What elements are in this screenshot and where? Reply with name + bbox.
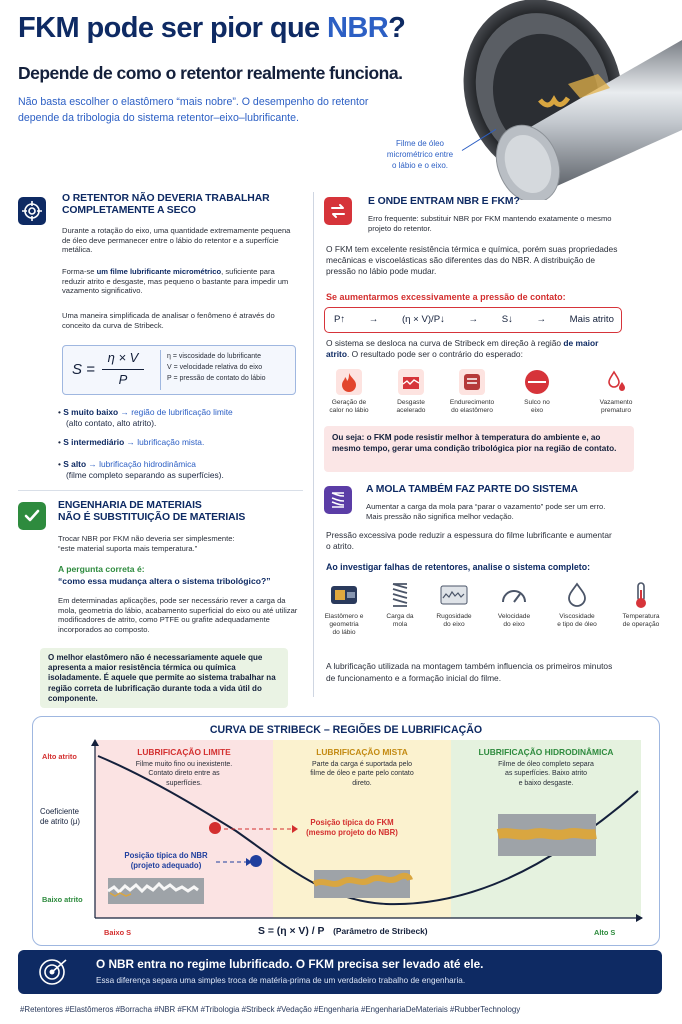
consequence-wear-label: Desgaste acelerado: [396, 399, 426, 414]
seal-shaft-illustration: [448, 0, 682, 200]
y-label-high: Alto atrito: [42, 752, 77, 761]
factor-elastomer: [316, 580, 372, 637]
spring-p2: Pressão excessiva pode reduzir a espessura do filme lubrificante e aumentar o atrito.: [326, 530, 612, 551]
zone-hydro-text: Filme de óleo completo separa as superfícies. Baixo atrito e baixo desgaste.: [498, 761, 594, 787]
smooth-surface-hydro: [498, 814, 596, 856]
consequence-hardening-label: Endurecimento do elastômero: [449, 399, 495, 414]
stribeck-chart-title: CURVA DE STRIBECK – REGIÕES DE LUBRIFICAÇÃO: [209, 724, 483, 736]
intro-line-1: Não basta escolher o elastômero “mais nobre”. O desempenho do retentor: [18, 96, 369, 108]
target-icon-box: [18, 197, 46, 225]
fkm-position-label: Posição típica do FKM (mesmo projeto do NBR): [306, 818, 398, 837]
check-icon: [23, 507, 41, 525]
consequence-wear: [384, 368, 438, 415]
footer-line-2: Essa diferença separa uma simples troca de matéria-prima de um verdadeiro trabalho de engenharia.: [96, 976, 466, 985]
x-label-low: Baixo S: [104, 928, 132, 937]
chain-arrow-2: →: [468, 314, 479, 325]
pressure-warning: Se aumentarmos excessivamente a pressão de contato:: [326, 292, 566, 302]
investigate-label: Ao investigar falhas de retentores, analise o sistema completo:: [326, 562, 590, 572]
formula-denominator: P: [118, 372, 128, 387]
consequence-leak: [586, 368, 646, 415]
rough-surface-mixed: [314, 870, 410, 898]
thermometer-icon: [626, 580, 656, 610]
zone-hydro-title: LUBRIFICAÇÃO HIDRODINÂMICA: [478, 747, 614, 757]
title-q: ?: [388, 12, 406, 44]
bullet-s-low-val: → região de lubrificação limite: [118, 407, 233, 417]
bullet-s-high-note: (filme completo separando as superfícies).: [66, 469, 224, 480]
y-label-low: Baixo atrito: [42, 895, 83, 904]
nbr-position-label: Posição típica do NBR (projeto adequado): [124, 851, 208, 870]
chain-ratio: (η × V)/P↓: [401, 314, 445, 325]
factor-spring: [376, 580, 424, 629]
section-seal-dry-title: O RETENTOR NÃO DEVERIA TRABALHAR COMPLETAMENTE A SECO: [62, 193, 270, 216]
factor-temperature-label: Temperatura de operação: [622, 613, 660, 628]
materials-ask-label: A pergunta correta é:: [58, 564, 145, 574]
factor-elastomer-label: Elastômero e geometria do lábio: [324, 613, 364, 636]
formula-bar: [102, 369, 144, 370]
materials-ask-question: “como essa mudança altera o sistema tribológico?”: [58, 576, 271, 586]
x-label-high: Alto S: [594, 928, 616, 937]
nbr-point: [250, 855, 262, 867]
formula-numerator: η × V: [107, 350, 139, 365]
pressure-chain: [334, 314, 614, 325]
title-fkm: FKM: [18, 12, 80, 44]
materials-p1: Trocar NBR por FKM não deveria ser simplesmente:: [58, 534, 235, 543]
footer-line-1: O NBR entra no regime lubrificado. O FKM precisa ser levado até ele.: [96, 957, 484, 971]
chain-friction: Mais atrito: [569, 314, 614, 325]
x-axis-formula: S = (η × V) / P: [258, 926, 325, 937]
groove-icon: [523, 368, 551, 396]
chain-p-up: P↑: [334, 314, 346, 325]
oil-drop-icon: [562, 580, 592, 610]
bullet-s-mid-val: → lubrificação mista.: [124, 437, 205, 447]
bullet-s-high-key: S alto: [63, 459, 87, 469]
spring-p3: A lubrificação utilizada na montagem também influencia os primeiros minutos de funcionamento e a formação inicial do filme.: [326, 661, 613, 683]
consequence-groove: [510, 368, 564, 415]
bullet-s-low-note: (alto contato, alto atrito).: [66, 417, 157, 428]
drops-icon: [602, 368, 630, 396]
zone-mixed-text: Parte da carga é suportada pelo filme de óleo e parte pelo contato direto.: [310, 761, 414, 787]
section-seal-dry-p3: Uma maneira simplificada de analisar o fenômeno é através do conceito da curva de Stribeck.: [62, 311, 275, 330]
formula-divider: [160, 350, 161, 390]
p2-start: Forma-se: [62, 267, 97, 276]
consequence-heat: [322, 368, 376, 415]
check-icon-box: [18, 502, 46, 530]
roughness-icon: [439, 580, 469, 610]
consequence-hardening: [440, 368, 504, 415]
consequence-leak-label: Vazamento prematuro: [599, 399, 633, 414]
title-mid: pode ser pior que: [79, 12, 328, 44]
section-materials-title: ENGENHARIA DE MATERIAIS NÃO É SUBSTITUIÇÃO DE MATERIAIS: [58, 500, 246, 523]
zone-boundary-title: LUBRIFICAÇÃO LIMITE: [137, 747, 231, 757]
materials-p2: Em determinadas aplicações, pode ser necessário rever a carga da mola, geometria do lábio, acabamento superficial do eixo ou até utilizar modificadores de atrito, como PTFE ou grafite adequadamente incorporados ao composto.: [58, 596, 298, 634]
formula-s: S =: [72, 361, 95, 378]
p3-start: O sistema se desloca na curva de Stribeck em direção à região: [326, 338, 564, 348]
page-subtitle: Depende de como o retentor realmente funciona.: [18, 63, 403, 83]
consequence-heat-label: Geração de calor no lábio: [329, 399, 369, 414]
p2-end: , suficiente para reduzir atrito e desgaste, mas pequeno o bastante para impedir um vazamento significativo.: [62, 267, 289, 296]
bullet-s-low: • S muito baixo → região de lubrificação limite (alto contato, alto atrito).: [58, 407, 233, 428]
formula-legend-v: V = velocidade relativa do eixo: [167, 364, 263, 371]
x-axis-name: (Parâmetro de Stribeck): [333, 926, 428, 936]
fkm-point: [209, 822, 221, 834]
bullet-s-mid: • S intermediário → lubrificação mista.: [58, 437, 205, 447]
factor-spring-label: Carga da mola: [386, 613, 414, 628]
section-seal-dry-p2: [62, 267, 298, 296]
seal-lip-icon: [329, 580, 359, 610]
bullet-s-high: • S alto → lubrificação hidrodinâmica (filme completo separando as superfícies).: [58, 459, 224, 480]
swap-icon-box: [324, 197, 352, 225]
film-callout: Filme de óleo micrométrico entre o lábio e o eixo.: [386, 139, 454, 170]
factor-speed: [486, 580, 542, 629]
chain-s-down: S↓: [501, 314, 513, 325]
spring-icon-box: [324, 486, 352, 514]
flame-icon: [335, 368, 363, 396]
bullet-s-mid-key: S intermediário: [63, 437, 125, 447]
section-nbr-fkm-title: E ONDE ENTRAM NBR E FKM?: [368, 196, 520, 207]
bullet-s-low-key: S muito baixo: [63, 407, 119, 417]
materials-highlight-text: O melhor elastômero não é necessariamente aquele que apresenta a maior resistência térmica ou química isoladamente. É aquele que permite ao sistema trabalhar na região correta de lubrificação durante toda a vida útil do componente.: [48, 653, 276, 703]
page-title: [18, 12, 405, 45]
section-seal-dry-p1: Durante a rotação do eixo, uma quantidade extremamente pequena de óleo deve permanecer entre o lábio do retentor e a superfície metálica.: [62, 226, 291, 255]
p3-end: . O resultado pode ser o contrário do esperado:: [346, 349, 523, 359]
fkm-conclusion-text: Ou seja: o FKM pode resistir melhor à temperatura do ambiente e, ao mesmo tempo, gerar uma condição tribológica pior na região de contato.: [332, 433, 617, 453]
factor-viscosity-label: Viscosidade e tipo de óleo: [557, 613, 597, 628]
factor-roughness-label: Rugosidade do eixo: [436, 613, 472, 628]
nbr-fkm-p3: [326, 338, 622, 360]
spring-icon: [329, 490, 347, 510]
wear-icon: [397, 368, 425, 396]
title-nbr: NBR: [327, 12, 389, 44]
chain-arrow-3: →: [536, 314, 547, 325]
y-axis-arrow: [91, 739, 99, 746]
column-divider: [313, 192, 314, 697]
factor-temperature: [610, 580, 672, 629]
p3-highlight: de maior atrito: [326, 338, 599, 359]
formula-legend-eta: η = viscosidade do lubrificante: [167, 353, 261, 360]
x-label-axis: [258, 926, 428, 937]
spring-p1: Aumentar a carga da mola para “parar o vazamento” pode ser um erro. Mais pressão não significa melhor vedação.: [366, 502, 606, 521]
target-icon: [22, 201, 42, 221]
rough-surface-boundary: [108, 878, 204, 904]
target-dart-icon: [36, 956, 70, 988]
swap-arrows-icon: [328, 201, 348, 221]
y-label-axis: Coeficiente de atrito (μ): [40, 807, 81, 826]
zone-mixed-title: LUBRIFICAÇÃO MISTA: [316, 747, 408, 757]
left-hr: [18, 490, 303, 491]
formula-legend-p: P = pressão de contato do lábio: [167, 375, 266, 382]
intro-line-2: depende da tribologia do sistema retentor–eixo–lubrificante.: [18, 112, 299, 124]
coil-spring-icon: [385, 580, 415, 610]
zone-boundary-text: Filme muito fino ou inexistente. Contato direto entre as superfícies.: [135, 761, 233, 787]
nbr-fkm-p2: O FKM tem excelente resistência térmica e química, porém suas propriedades mecânicas e viscoelásticas são diferentes das do NBR. A distribuição de pressão no lábio pode mudar.: [326, 244, 618, 276]
factor-roughness: [426, 580, 482, 629]
section-spring-title: A MOLA TAMBÉM FAZ PARTE DO SISTEMA: [366, 484, 578, 495]
nbr-fkm-p1: Erro frequente: substituir NBR por FKM mantendo exatamente o mesmo projeto do retentor.: [368, 214, 612, 233]
factor-speed-label: Velocidade do eixo: [497, 613, 531, 628]
bullet-s-high-val: → lubrificação hidrodinâmica: [86, 459, 196, 469]
p2-highlight: um filme lubrificante micrométrico: [96, 267, 222, 276]
hashtags: #Retentores #Elastômeros #Borracha #NBR #FKM #Tribologia #Stribeck #Vedação #Engenharia #EngenhariaDeMateriais #RubberTechnology: [20, 1005, 521, 1014]
x-axis-arrow: [636, 914, 643, 922]
chain-arrow-1: →: [368, 314, 379, 325]
gauge-icon: [499, 580, 529, 610]
materials-p1-quote: “este material suporta mais temperatura.”: [58, 544, 198, 553]
hardening-icon: [458, 368, 486, 396]
consequence-groove-label: Sulco no eixo: [524, 399, 550, 414]
factor-viscosity: [546, 580, 608, 629]
